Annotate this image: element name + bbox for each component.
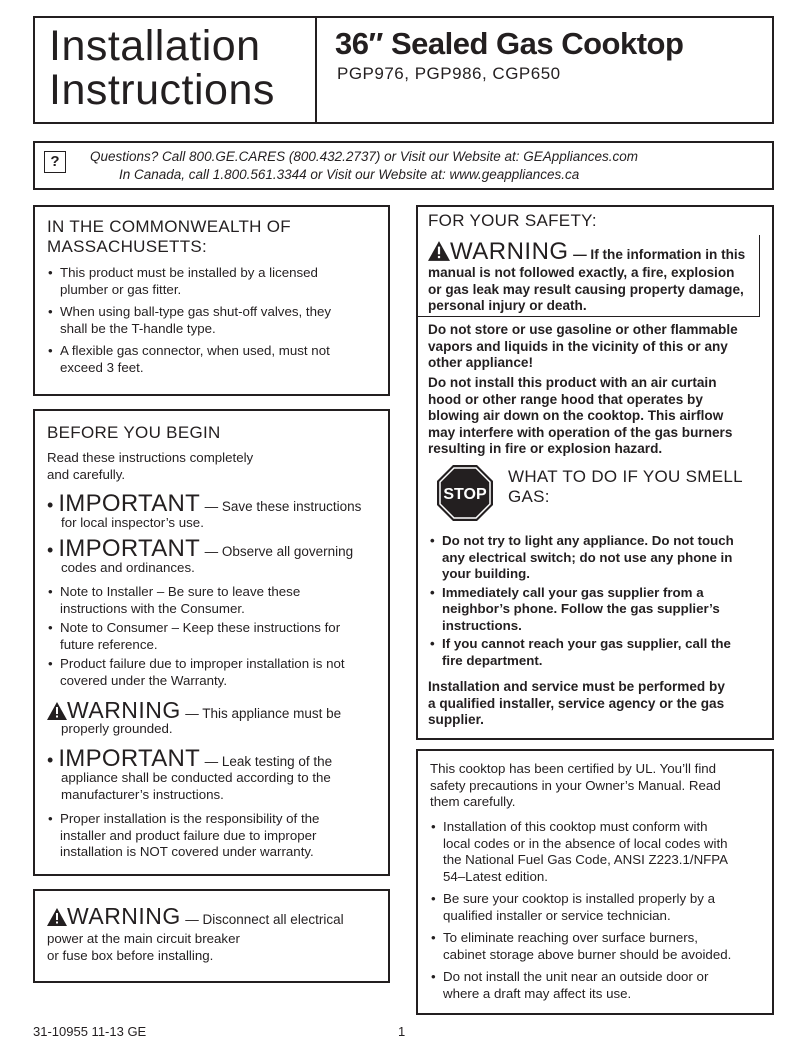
line: appliance shall be conducted according to the bbox=[61, 770, 331, 785]
list-item bbox=[429, 969, 769, 1002]
line: • Note to Installer – Be sure to leave these bbox=[60, 584, 301, 599]
line: qualified installer or service technician. bbox=[443, 907, 671, 923]
line: 54–Latest edition. bbox=[443, 868, 548, 884]
important-word: IMPORTANT bbox=[58, 745, 201, 772]
line: • If you cannot reach your gas supplier, call the bbox=[442, 636, 731, 651]
before-you-begin-box bbox=[33, 409, 390, 876]
warning-text: — If the information in this bbox=[573, 247, 746, 262]
line: hood or other range hood that operates by bbox=[428, 391, 703, 407]
line: shall be the T-handle type. bbox=[60, 320, 216, 336]
line: Read these instructions completely bbox=[47, 450, 254, 465]
warning-text: — This appliance must be bbox=[185, 706, 342, 721]
line: or fuse box before installing. bbox=[47, 947, 214, 963]
massachusetts-box bbox=[33, 205, 390, 396]
line: installation is NOT covered under warranty. bbox=[60, 844, 314, 859]
questions-line-canada: In Canada, call 1.800.561.3344 or Visit our Website at: www.geappliances.ca bbox=[119, 167, 580, 182]
list-item bbox=[46, 343, 381, 376]
flammable-warning bbox=[428, 322, 738, 372]
list-item bbox=[46, 304, 381, 337]
before-intro bbox=[47, 450, 253, 483]
line: blowing air down on the cooktop. This airflow bbox=[428, 408, 724, 424]
line: other appliance! bbox=[428, 355, 533, 371]
important-text: — Leak testing of the bbox=[204, 754, 333, 769]
line: • Be sure your cooktop is installed properly by a bbox=[443, 891, 715, 906]
responsibility-list bbox=[46, 811, 386, 861]
massachusetts-list bbox=[46, 265, 381, 376]
warning-triangle-icon bbox=[47, 908, 67, 926]
line: where a draft may affect its use. bbox=[443, 985, 632, 1001]
line: • Do not try to light any appliance. Do not touch bbox=[442, 533, 734, 548]
important-1 bbox=[47, 490, 387, 530]
model-numbers: PGP976, PGP986, CGP650 bbox=[337, 64, 561, 83]
line: future reference. bbox=[60, 636, 158, 652]
line: your building. bbox=[442, 566, 530, 581]
line: them carefully. bbox=[430, 794, 516, 809]
installation-service-note bbox=[428, 679, 725, 729]
ul-certification-box bbox=[416, 749, 774, 1015]
safety-box bbox=[416, 205, 774, 740]
smell-gas-list bbox=[428, 533, 768, 669]
important-2 bbox=[47, 535, 387, 575]
line: personal injury or death. bbox=[428, 298, 587, 314]
line: This cooktop has been certified by UL. You’ll find bbox=[430, 761, 717, 776]
warning-triangle-icon bbox=[47, 702, 67, 720]
line: • This product must be installed by a licensed bbox=[60, 265, 318, 280]
important-3 bbox=[47, 745, 387, 803]
ul-intro bbox=[430, 761, 721, 811]
massachusetts-title bbox=[47, 217, 291, 257]
warning-triangle-icon bbox=[428, 241, 450, 261]
important-word: IMPORTANT bbox=[58, 490, 201, 517]
disconnect-cont bbox=[47, 931, 240, 964]
list-item bbox=[46, 656, 386, 689]
line: Do not install this product with an air curtain bbox=[428, 375, 717, 390]
line: installer and product failure due to improper bbox=[60, 827, 317, 843]
line: resulting in fire or explosion hazard. bbox=[428, 441, 663, 457]
list-item bbox=[429, 819, 769, 885]
line: GAS: bbox=[508, 487, 550, 506]
warning-cont: properly grounded. bbox=[61, 721, 173, 736]
line: • A flexible gas connector, when used, must not bbox=[60, 343, 330, 358]
list-item bbox=[428, 636, 768, 669]
line: supplier. bbox=[428, 712, 484, 728]
list-item bbox=[428, 533, 768, 583]
warning-text: — Disconnect all electrical bbox=[185, 912, 344, 927]
mass-title-2: MASSACHUSETTS: bbox=[47, 237, 208, 256]
line: instructions. bbox=[442, 617, 522, 633]
line: • To eliminate reaching over surface burners, bbox=[443, 930, 698, 945]
warning-word: WARNING bbox=[450, 238, 569, 265]
line: Installation and service must be performed by bbox=[428, 679, 725, 694]
line: or gas leak may result causing property damage, bbox=[428, 281, 744, 297]
disconnect-warning bbox=[47, 903, 344, 930]
safety-warning-body bbox=[428, 265, 744, 315]
list-item bbox=[46, 584, 386, 617]
list-item bbox=[46, 265, 381, 298]
line: • Installation of this cooktop must conform with bbox=[443, 819, 708, 834]
line: • Product failure due to improper installation is not bbox=[60, 656, 345, 671]
line: safety precautions in your Owner’s Manual. Read bbox=[430, 777, 721, 793]
list-item bbox=[429, 930, 769, 963]
line: • Note to Consumer – Keep these instructions for bbox=[60, 620, 341, 635]
title-box bbox=[33, 16, 315, 124]
line: • When using ball-type gas shut-off valves, they bbox=[60, 304, 332, 319]
grounding-warning bbox=[47, 697, 387, 736]
line: the National Fuel Gas Code, ANSI Z223.1/NFPA bbox=[443, 852, 729, 867]
line: • Do not install the unit near an outside door or bbox=[443, 969, 709, 984]
line: • Proper installation is the responsibility of the bbox=[60, 811, 320, 826]
line: manual is not followed exactly, a fire, explosion bbox=[428, 265, 735, 280]
document-number: 31-10955 11-13 GE bbox=[33, 1024, 147, 1039]
title-line-2: Instructions bbox=[49, 66, 275, 114]
important-text: — Save these instructions bbox=[204, 499, 362, 514]
line: and carefully. bbox=[47, 466, 126, 482]
line: a qualified installer, service agency or the gas bbox=[428, 695, 725, 711]
safety-warning-head bbox=[428, 238, 745, 266]
bullet: • bbox=[47, 495, 59, 515]
line: covered under the Warranty. bbox=[60, 672, 228, 688]
line: WHAT TO DO IF YOU SMELL bbox=[508, 467, 743, 486]
line: power at the main circuit breaker bbox=[47, 931, 240, 946]
line: plumber or gas fitter. bbox=[60, 281, 182, 297]
safety-title: FOR YOUR SAFETY: bbox=[428, 211, 597, 230]
important-cont bbox=[47, 770, 387, 803]
important-cont: codes and ordinances. bbox=[61, 560, 195, 575]
questions-line-us: Questions? Call 800.GE.CARES (800.432.2737) or Visit our Website at: GEAppliances.com bbox=[90, 149, 639, 164]
important-cont: for local inspector’s use. bbox=[61, 515, 204, 530]
smell-gas-title bbox=[508, 467, 743, 507]
questions-bar bbox=[33, 141, 774, 190]
notes-list bbox=[46, 584, 386, 689]
line: • Immediately call your gas supplier from a bbox=[442, 584, 704, 600]
line: any electrical switch; do not use any phone in bbox=[442, 549, 733, 565]
disconnect-warning-box bbox=[33, 889, 390, 983]
ul-list bbox=[429, 819, 769, 1002]
line: exceed 3 feet. bbox=[60, 359, 144, 375]
bullet: • bbox=[47, 540, 59, 560]
list-item bbox=[46, 811, 386, 861]
product-box bbox=[315, 16, 774, 124]
stop-label: STOP bbox=[443, 486, 487, 503]
before-title: BEFORE YOU BEGIN bbox=[47, 423, 221, 442]
line: local codes or in the absence of local codes with bbox=[443, 835, 728, 851]
line: instructions with the Consumer. bbox=[60, 600, 245, 616]
list-item bbox=[46, 620, 386, 653]
document-title bbox=[35, 18, 315, 112]
line: cabinet storage above burner should be avoided. bbox=[443, 946, 732, 962]
line: neighbor’s phone. Follow the gas supplier’s bbox=[442, 601, 720, 616]
warning-word: WARNING bbox=[67, 903, 181, 929]
line: Do not store or use gasoline or other flammable bbox=[428, 322, 738, 337]
product-title: 36″ Sealed Gas Cooktop bbox=[335, 26, 684, 61]
stop-sign-icon bbox=[436, 464, 494, 522]
mass-title-1: IN THE COMMONWEALTH OF bbox=[47, 217, 291, 236]
title-line-1: Installation bbox=[49, 22, 261, 70]
line: manufacturer’s instructions. bbox=[61, 786, 224, 802]
list-item bbox=[429, 891, 769, 924]
important-text: — Observe all governing bbox=[204, 544, 354, 559]
page-number: 1 bbox=[398, 1024, 406, 1039]
line: may interfere with operation of the gas burners bbox=[428, 424, 733, 440]
bullet: • bbox=[47, 750, 59, 770]
line: vapors and liquids in the vicinity of this or any bbox=[428, 338, 728, 354]
warning-word: WARNING bbox=[67, 697, 181, 723]
important-word: IMPORTANT bbox=[58, 535, 201, 562]
line: fire department. bbox=[442, 652, 543, 668]
list-item bbox=[428, 585, 768, 635]
air-curtain-warning bbox=[428, 375, 732, 458]
question-mark-icon: ? bbox=[44, 151, 66, 173]
